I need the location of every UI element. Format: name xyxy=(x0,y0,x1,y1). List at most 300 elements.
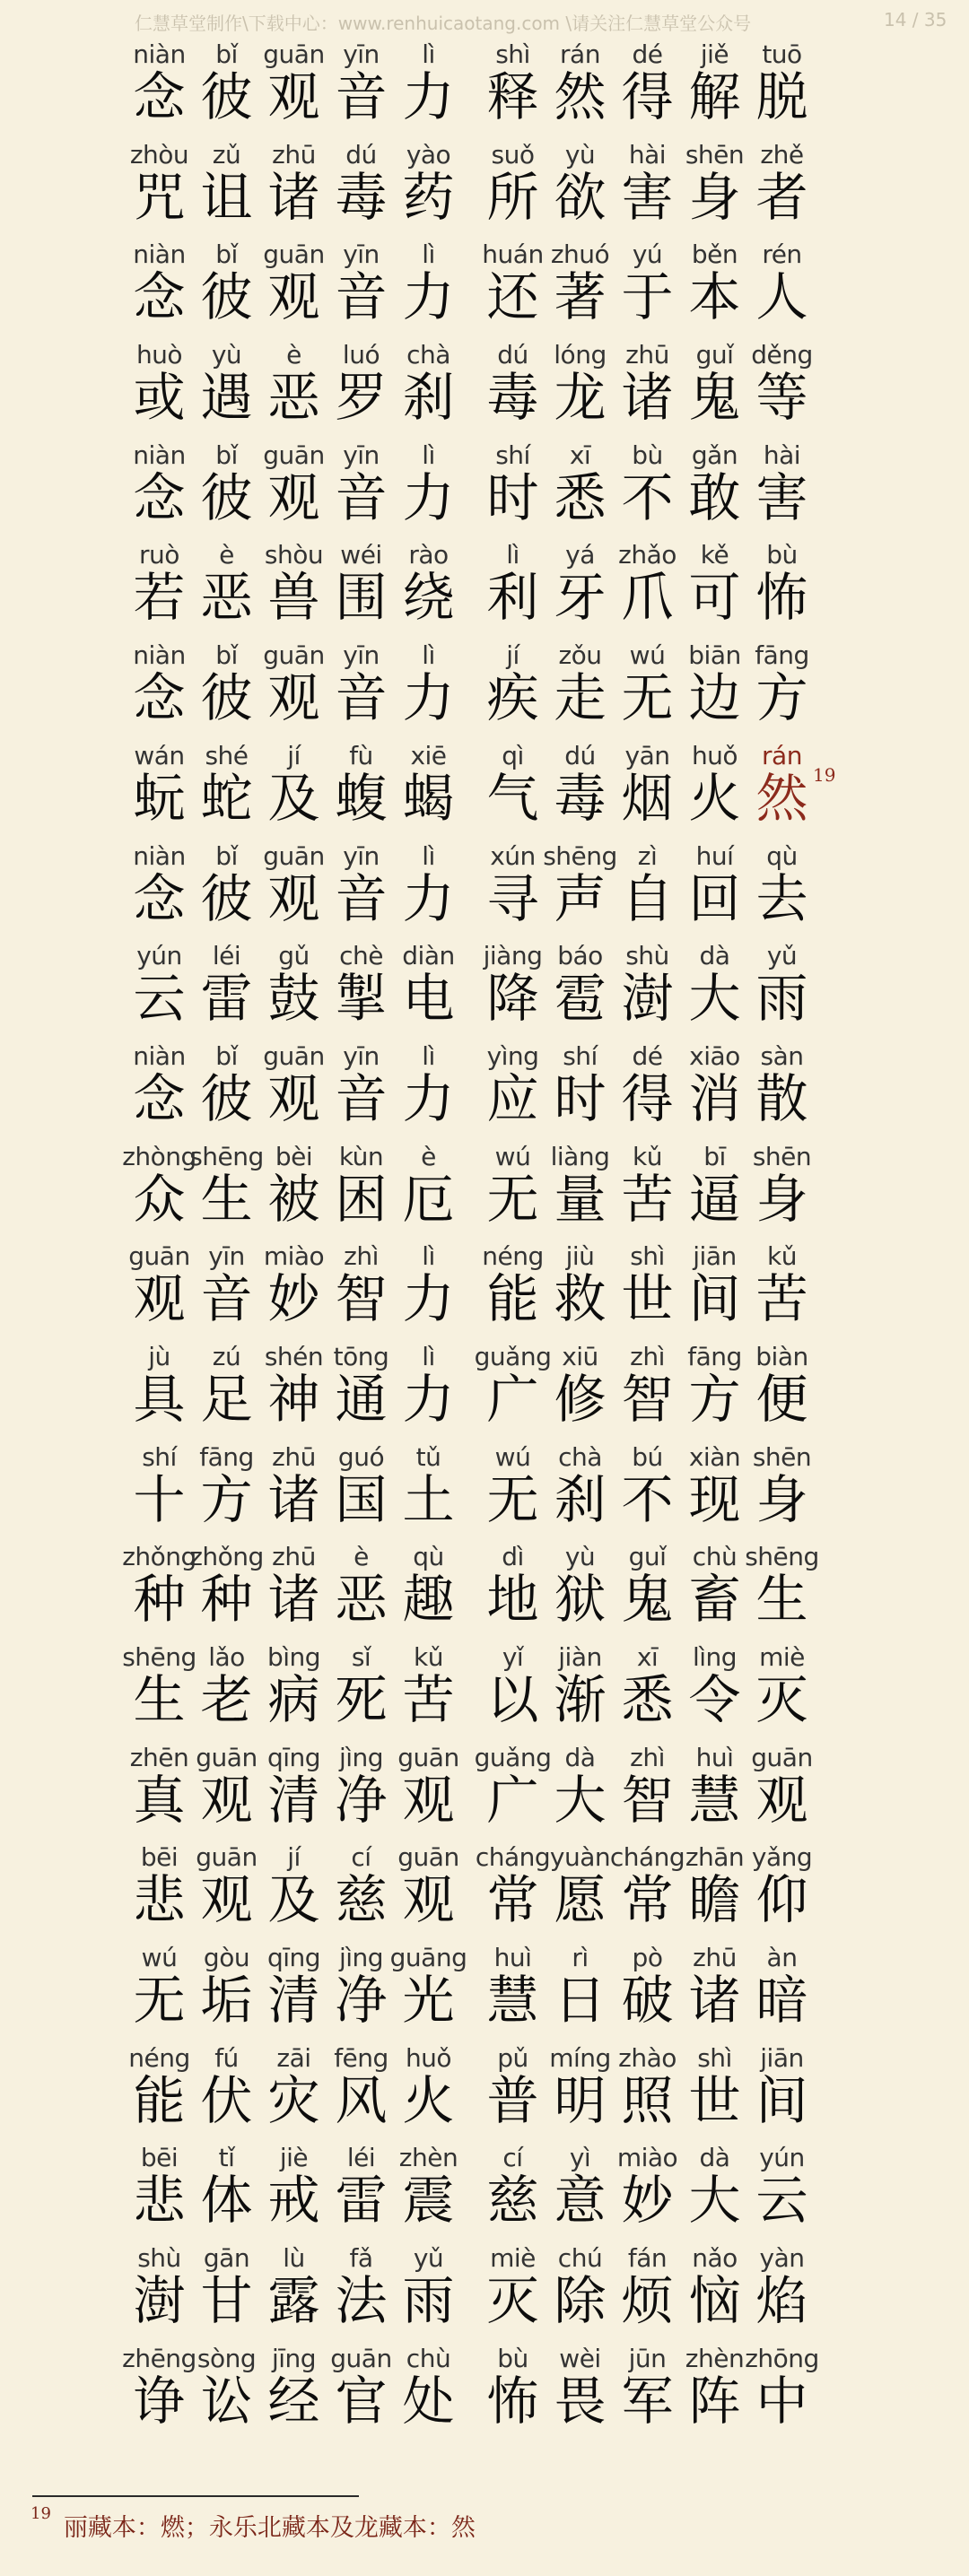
pinyin: jiān xyxy=(693,1241,737,1272)
hanzi: 十 xyxy=(133,1468,186,1530)
character-cell xyxy=(546,1138,614,1238)
pinyin: è xyxy=(421,1141,436,1171)
hanzi: 力 xyxy=(402,266,455,328)
pinyin: niàn xyxy=(133,439,186,470)
hanzi: 恶 xyxy=(200,567,253,629)
pinyin: zhòng xyxy=(122,1141,196,1171)
hanzi: 畏 xyxy=(554,2370,607,2432)
pinyin: gǎn xyxy=(691,439,738,470)
hanzi: 老 xyxy=(200,1669,253,1730)
character-cell xyxy=(327,437,395,536)
hanzi: 国 xyxy=(335,1468,388,1530)
character-cell xyxy=(193,2340,260,2440)
character-cell xyxy=(260,637,327,736)
pinyin: è xyxy=(286,340,301,370)
character-cell xyxy=(260,236,327,335)
pinyin: bǐ xyxy=(215,640,238,671)
character-cell xyxy=(546,1238,614,1337)
character-cell xyxy=(681,1839,748,1938)
character-cell xyxy=(546,1538,614,1638)
verse-phrase-left xyxy=(126,1238,462,1337)
verse-line xyxy=(0,637,969,737)
character-cell xyxy=(748,536,816,636)
footnote-number: 19 xyxy=(31,2504,51,2523)
hanzi: 无 xyxy=(133,1970,186,2032)
pinyin: jiě xyxy=(700,39,729,69)
hanzi: 欲 xyxy=(554,166,607,228)
hanzi: 观 xyxy=(267,1067,320,1129)
character-cell xyxy=(479,336,546,436)
pinyin: guān xyxy=(263,640,325,671)
character-cell xyxy=(126,437,193,536)
character-cell xyxy=(748,2040,816,2139)
hanzi: 趣 xyxy=(402,1569,455,1631)
hanzi: 量 xyxy=(554,1168,607,1230)
hanzi: 焰 xyxy=(755,2270,808,2332)
verse-phrase-right xyxy=(479,36,816,135)
character-cell xyxy=(327,1739,395,1839)
character-cell xyxy=(479,136,546,236)
pinyin: tōng xyxy=(333,1341,389,1371)
pinyin: yún xyxy=(136,941,182,971)
pinyin: rán xyxy=(560,39,600,69)
hanzi: 时 xyxy=(554,1067,607,1129)
character-cell xyxy=(126,1739,193,1839)
character-cell xyxy=(260,1939,327,2039)
character-cell xyxy=(193,1839,260,1938)
pinyin: lìng xyxy=(692,1642,738,1672)
character-cell xyxy=(748,2240,816,2339)
hanzi: 诸 xyxy=(688,1970,741,2032)
pinyin: diàn xyxy=(402,941,455,971)
character-cell xyxy=(395,336,462,436)
hanzi: 诸 xyxy=(267,1468,320,1530)
character-cell xyxy=(479,2240,546,2339)
hanzi: 能 xyxy=(133,2069,186,2131)
character-cell xyxy=(614,1138,681,1238)
pinyin: shí xyxy=(563,1040,598,1071)
hanzi: 照 xyxy=(621,2069,674,2131)
hanzi: 间 xyxy=(688,1268,741,1330)
character-cell xyxy=(614,336,681,436)
character-cell xyxy=(614,2139,681,2239)
pinyin: bú xyxy=(632,1441,663,1472)
pinyin: pò xyxy=(632,1943,663,1973)
pinyin: wú xyxy=(141,1943,178,1973)
pinyin: zhě xyxy=(760,139,804,170)
character-cell xyxy=(193,937,260,1037)
pinyin: shén xyxy=(264,1341,324,1371)
hanzi: 官 xyxy=(335,2370,388,2432)
pinyin: zì xyxy=(637,840,658,871)
verse-phrase-left xyxy=(126,236,462,335)
character-cell xyxy=(193,1739,260,1839)
pinyin: guān xyxy=(128,1241,190,1272)
character-cell xyxy=(479,937,546,1037)
pinyin: biān xyxy=(688,640,741,671)
character-cell xyxy=(327,937,395,1037)
pinyin: yǔ xyxy=(413,2243,444,2274)
hanzi: 悉 xyxy=(621,1669,674,1730)
pinyin: jiān xyxy=(760,2042,804,2073)
character-cell xyxy=(614,1939,681,2039)
pinyin: shì xyxy=(630,1241,665,1272)
character-cell xyxy=(479,2139,546,2239)
character-cell xyxy=(193,2040,260,2139)
verse-phrase-right xyxy=(475,1839,816,1938)
pinyin: miào xyxy=(263,1241,325,1272)
verse-phrase-right xyxy=(479,136,816,236)
hanzi: 诤 xyxy=(133,2370,186,2432)
hanzi: 清 xyxy=(267,1970,320,2032)
pinyin: guān xyxy=(263,840,325,871)
hanzi: 得 xyxy=(621,1067,674,1129)
verse-line xyxy=(0,2040,969,2140)
pinyin: yá xyxy=(565,540,595,570)
character-cell xyxy=(546,2240,614,2339)
character-cell xyxy=(260,1038,327,1137)
character-cell xyxy=(614,236,681,335)
verse-phrase-left xyxy=(126,737,462,837)
pinyin: zhēn xyxy=(129,1742,189,1772)
character-cell xyxy=(395,737,462,837)
pinyin: cí xyxy=(351,1842,371,1873)
hanzi: 苦 xyxy=(402,1669,455,1730)
pinyin: bǐ xyxy=(215,239,238,270)
hanzi: 等 xyxy=(755,367,808,429)
pinyin: dà xyxy=(699,2143,730,2173)
hanzi: 观 xyxy=(402,1869,455,1931)
pinyin: xiàn xyxy=(688,1441,741,1472)
verse-phrase-right xyxy=(479,1538,819,1638)
hanzi: 及 xyxy=(267,767,320,829)
pinyin: shì xyxy=(697,2042,732,2073)
character-cell xyxy=(395,937,462,1037)
character-cell xyxy=(681,2139,748,2239)
pinyin: chè xyxy=(339,941,383,971)
footnote-reference: 19 xyxy=(813,763,836,786)
hanzi: 声 xyxy=(554,867,607,929)
character-cell xyxy=(260,1338,327,1438)
pinyin: yīn xyxy=(343,39,380,69)
hanzi: 气 xyxy=(486,767,539,829)
verse-phrase-left xyxy=(126,2240,462,2339)
hanzi: 能 xyxy=(486,1268,539,1330)
pinyin: rén xyxy=(762,239,802,270)
pinyin: dà xyxy=(564,1742,596,1772)
footnote xyxy=(31,2504,476,2543)
pinyin: guān xyxy=(263,39,325,69)
hanzi: 雨 xyxy=(755,968,808,1030)
hanzi: 苦 xyxy=(621,1168,674,1230)
pinyin: yào xyxy=(406,139,451,170)
hanzi: 雨 xyxy=(402,2270,455,2332)
hanzi: 及 xyxy=(267,1869,320,1931)
hanzi: 风 xyxy=(335,2069,388,2131)
hanzi: 通 xyxy=(335,1368,388,1430)
pinyin: fāng xyxy=(199,1441,254,1472)
hanzi: 死 xyxy=(335,1669,388,1730)
hanzi: 毒 xyxy=(335,166,388,228)
hanzi: 鬼 xyxy=(621,1569,674,1631)
hanzi: 药 xyxy=(402,166,455,228)
character-cell xyxy=(748,1739,816,1839)
pinyin: shí xyxy=(142,1441,177,1472)
hanzi: 彼 xyxy=(200,466,253,528)
hanzi: 瞻 xyxy=(688,1869,741,1931)
hanzi: 悲 xyxy=(133,2170,186,2232)
pinyin: guǎng xyxy=(474,1341,552,1371)
hanzi: 观 xyxy=(267,867,320,929)
hanzi: 诸 xyxy=(267,1569,320,1631)
character-cell xyxy=(479,437,546,536)
character-cell xyxy=(260,1538,327,1638)
pinyin: kě xyxy=(700,540,729,570)
hanzi: 疾 xyxy=(486,667,539,729)
hanzi: 足 xyxy=(200,1368,253,1430)
hanzi: 念 xyxy=(133,867,186,929)
character-cell xyxy=(260,1238,327,1337)
verse-phrase-left xyxy=(126,2040,462,2139)
pinyin: miào xyxy=(616,2143,678,2173)
hanzi: 寻 xyxy=(486,867,539,929)
character-cell xyxy=(614,1538,681,1638)
character-cell xyxy=(395,36,462,135)
character-cell xyxy=(546,2340,614,2440)
character-cell xyxy=(748,136,816,236)
hanzi: 悲 xyxy=(133,1869,186,1931)
character-cell xyxy=(479,36,546,135)
hanzi: 常 xyxy=(621,1869,674,1931)
verse-phrase-right xyxy=(479,737,816,837)
hanzi: 方 xyxy=(200,1468,253,1530)
character-cell xyxy=(479,1038,546,1137)
hanzi: 诸 xyxy=(621,367,674,429)
character-cell xyxy=(193,1639,260,1738)
hanzi: 脱 xyxy=(755,66,808,127)
character-cell xyxy=(126,1238,193,1337)
hanzi: 被 xyxy=(267,1168,320,1230)
pinyin: dé xyxy=(632,39,663,69)
verse-phrase-left xyxy=(122,2340,462,2440)
pinyin: jù xyxy=(148,1341,170,1371)
character-cell xyxy=(395,1338,462,1438)
pinyin: guǐ xyxy=(695,340,734,370)
hanzi: 雹 xyxy=(554,968,607,1030)
character-cell xyxy=(479,838,546,937)
pinyin: shēng xyxy=(745,1542,819,1572)
pinyin: dú xyxy=(497,340,528,370)
pinyin: cháng xyxy=(475,1842,551,1873)
character-cell xyxy=(748,1839,816,1938)
hanzi: 恶 xyxy=(267,367,320,429)
pinyin: chà xyxy=(406,340,450,370)
pinyin: lì xyxy=(422,840,435,871)
character-cell xyxy=(126,2040,193,2139)
pinyin: fù xyxy=(349,740,373,770)
verse-line xyxy=(0,1538,969,1639)
character-cell xyxy=(748,637,816,736)
hanzi: 灭 xyxy=(486,2270,539,2332)
character-cell xyxy=(681,2340,748,2440)
character-cell xyxy=(614,1038,681,1137)
pinyin: lì xyxy=(422,1040,435,1071)
character-cell xyxy=(327,536,395,636)
character-cell xyxy=(327,1939,395,2039)
pinyin: huǒ xyxy=(691,740,738,770)
character-cell xyxy=(681,2240,748,2339)
character-cell xyxy=(395,437,462,536)
pinyin: zhū xyxy=(272,1441,316,1472)
pinyin: yuàn xyxy=(549,1842,611,1873)
pinyin: guān xyxy=(263,1040,325,1071)
character-cell xyxy=(475,1839,551,1938)
hanzi: 彼 xyxy=(200,667,253,729)
pinyin: ruò xyxy=(139,540,179,570)
pinyin: guān xyxy=(397,1842,459,1873)
character-cell xyxy=(395,1138,462,1238)
hanzi: 走 xyxy=(554,667,607,729)
pinyin: qù xyxy=(413,1542,444,1572)
pinyin: cí xyxy=(502,2143,523,2173)
pinyin: tǔ xyxy=(415,1441,441,1472)
hanzi: 力 xyxy=(402,1268,455,1330)
hanzi: 世 xyxy=(688,2069,741,2131)
character-cell xyxy=(474,1338,552,1438)
character-cell xyxy=(126,1338,193,1438)
pinyin: yún xyxy=(759,2143,805,2173)
hanzi: 观 xyxy=(267,466,320,528)
pinyin: zhū xyxy=(625,340,669,370)
hanzi: 大 xyxy=(554,1769,607,1831)
character-cell xyxy=(193,1439,260,1538)
hanzi: 智 xyxy=(335,1268,388,1330)
character-cell xyxy=(546,1639,614,1738)
pinyin: shēng xyxy=(122,1642,196,1672)
hanzi: 怖 xyxy=(486,2370,539,2432)
character-cell xyxy=(614,36,681,135)
verse-line xyxy=(0,1839,969,1939)
pinyin: niàn xyxy=(133,1040,186,1071)
hanzi: 意 xyxy=(554,2170,607,2232)
hanzi: 围 xyxy=(335,567,388,629)
hanzi: 龙 xyxy=(554,367,607,429)
character-cell xyxy=(327,1538,395,1638)
character-cell xyxy=(126,1038,193,1137)
hanzi: 破 xyxy=(621,1970,674,2032)
pinyin: rào xyxy=(408,540,449,570)
pinyin: guān xyxy=(196,1742,258,1772)
character-cell xyxy=(193,136,260,236)
character-cell xyxy=(546,236,614,335)
pinyin: shé xyxy=(205,740,249,770)
verse-line xyxy=(0,437,969,537)
pinyin: niàn xyxy=(133,239,186,270)
hanzi: 火 xyxy=(688,767,741,829)
character-cell xyxy=(614,838,681,937)
character-cell xyxy=(479,2340,546,2440)
hanzi: 仰 xyxy=(755,1869,808,1931)
hanzi: 法 xyxy=(335,2270,388,2332)
hanzi: 掣 xyxy=(335,968,388,1030)
character-cell xyxy=(260,838,327,937)
hanzi: 苦 xyxy=(755,1268,808,1330)
hanzi: 观 xyxy=(267,66,320,127)
pinyin: bù xyxy=(632,439,663,470)
pinyin: àn xyxy=(766,1943,798,1973)
character-cell xyxy=(327,136,395,236)
pinyin: è xyxy=(354,1542,369,1572)
character-cell xyxy=(260,36,327,135)
character-cell xyxy=(327,1038,395,1137)
hanzi: 或 xyxy=(133,367,186,429)
pinyin: báo xyxy=(557,941,603,971)
pinyin: hài xyxy=(763,439,801,470)
hanzi: 火 xyxy=(402,2069,455,2131)
pinyin: yì xyxy=(569,2143,591,2173)
hanzi: 灭 xyxy=(755,1669,808,1730)
character-cell xyxy=(395,536,462,636)
pinyin: shù xyxy=(625,941,669,971)
verse-phrase-right xyxy=(479,637,816,736)
verse-line xyxy=(0,336,969,437)
verse-phrase-right xyxy=(479,536,816,636)
hanzi: 大 xyxy=(688,968,741,1030)
character-cell xyxy=(546,437,614,536)
hanzi: 种 xyxy=(133,1569,186,1631)
hanzi: 观 xyxy=(133,1268,186,1330)
verse-phrase-left xyxy=(126,336,462,436)
hanzi: 智 xyxy=(621,1769,674,1831)
hanzi: 神 xyxy=(267,1368,320,1430)
hanzi: 普 xyxy=(486,2069,539,2131)
character-cell xyxy=(260,937,327,1037)
pinyin: zhǒng xyxy=(122,1542,196,1572)
hanzi: 蝎 xyxy=(402,767,455,829)
character-cell xyxy=(260,536,327,636)
pinyin: jí xyxy=(287,740,301,770)
verse-phrase-right xyxy=(479,937,816,1037)
character-cell xyxy=(614,1439,681,1538)
pinyin: zhǒng xyxy=(189,1542,264,1572)
pinyin: shēng xyxy=(543,840,617,871)
pinyin: zhì xyxy=(630,1341,665,1371)
pinyin: huí xyxy=(695,840,734,871)
hanzi: 观 xyxy=(267,266,320,328)
character-cell xyxy=(193,236,260,335)
pinyin: qù xyxy=(766,840,798,871)
character-cell xyxy=(189,1138,264,1238)
hanzi: 阵 xyxy=(688,2370,741,2432)
character-cell xyxy=(748,2139,816,2239)
page-header xyxy=(0,5,969,32)
pinyin: guó xyxy=(337,1441,385,1472)
pinyin: néng xyxy=(482,1241,544,1272)
hanzi: 智 xyxy=(621,1368,674,1430)
character-cell xyxy=(126,1839,193,1938)
character-cell xyxy=(395,1439,462,1538)
character-cell xyxy=(546,1939,614,2039)
hanzi: 净 xyxy=(335,1970,388,2032)
pinyin: sǐ xyxy=(351,1642,371,1672)
hanzi: 回 xyxy=(688,867,741,929)
pinyin: guān xyxy=(263,439,325,470)
hanzi: 具 xyxy=(133,1368,186,1430)
pinyin: xī xyxy=(569,439,591,470)
hanzi: 逼 xyxy=(688,1168,741,1230)
hanzi: 绕 xyxy=(402,567,455,629)
hanzi: 音 xyxy=(335,266,388,328)
